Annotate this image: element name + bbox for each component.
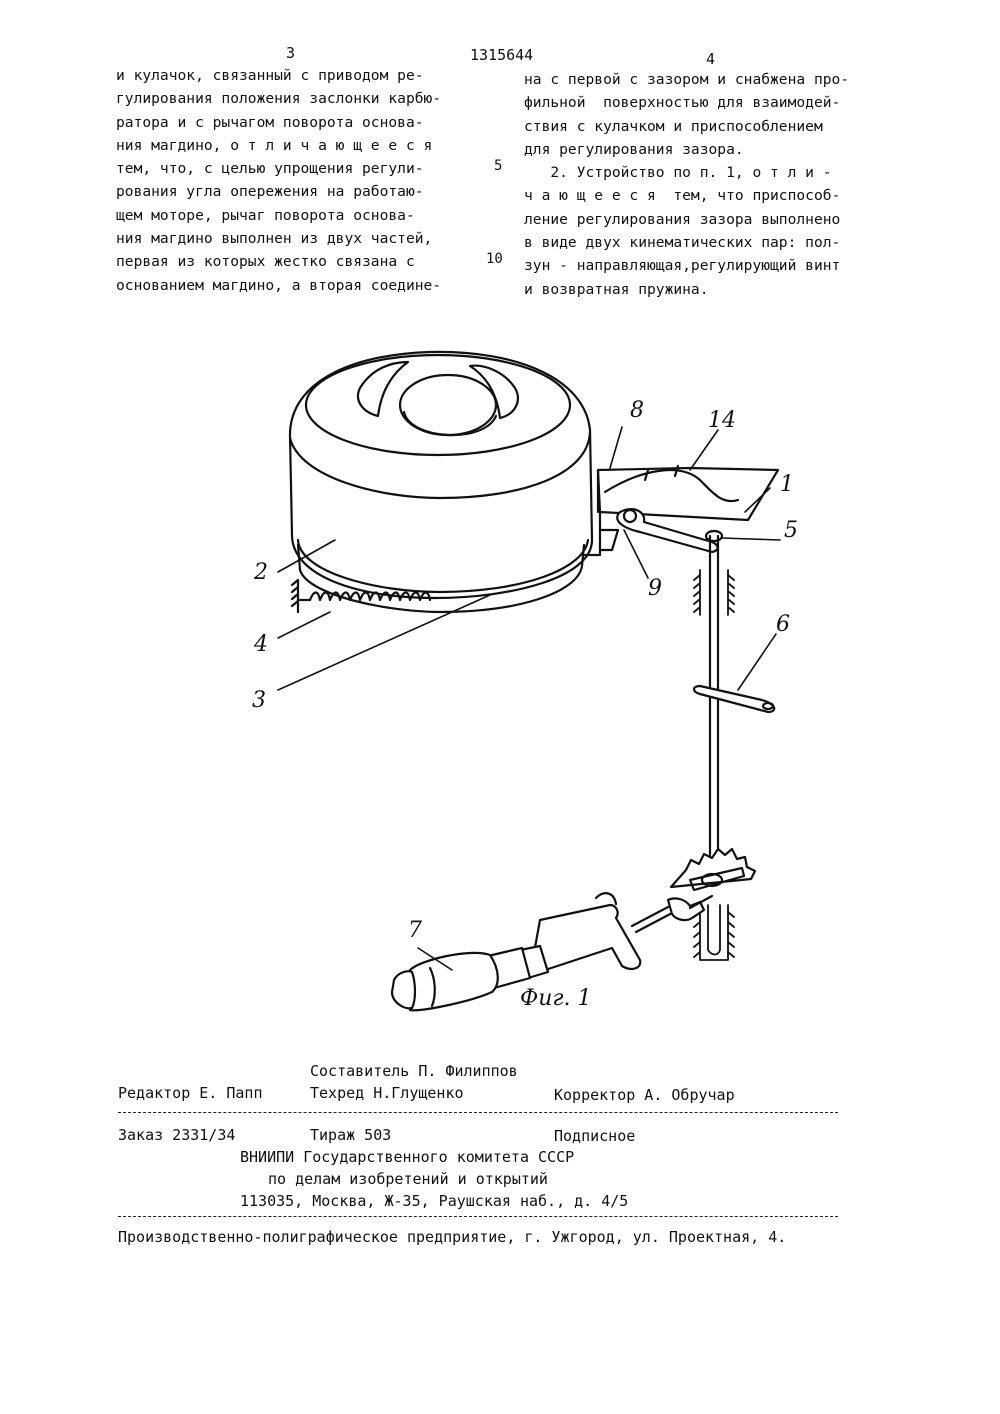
footer-divider-1 — [118, 1112, 838, 1113]
left-page-number: 3 — [286, 44, 296, 62]
label-4: 4 — [254, 632, 268, 657]
label-8: 8 — [630, 398, 644, 423]
label-2: 2 — [254, 560, 268, 585]
left-col-line: основанием магдино, а вторая соедине- — [116, 276, 442, 294]
label-5: 5 — [784, 518, 798, 543]
label-14: 14 — [708, 408, 736, 433]
right-col-line: в виде двух кинематических пар: пол- — [524, 234, 841, 252]
label-9: 9 — [648, 576, 662, 601]
left-col-line: щем моторе, рычаг поворота основа- — [116, 206, 415, 224]
left-col-line: гулирования положения заслонки карбю- — [116, 90, 442, 108]
left-col-line: ния магдино, о т л и ч а ю щ е е с я — [116, 136, 433, 154]
right-col-line: ствия с кулачком и приспособлением — [524, 117, 823, 135]
right-col-line: ление регулирования зазора выполнено — [524, 210, 841, 228]
label-6: 6 — [776, 612, 790, 637]
right-col-line: 2. Устройство по п. 1, о т л и - — [524, 164, 832, 182]
order-line: Заказ 2331/34 — [118, 1126, 236, 1144]
circulation-line: Тираж 503 — [310, 1126, 392, 1144]
right-col-line: на с первой с зазором и снабжена про- — [524, 71, 850, 88]
gear — [671, 849, 755, 890]
compiler-line: Составитель П. Филиппов — [310, 1062, 518, 1080]
label-7: 7 — [408, 918, 422, 943]
control-handle — [392, 893, 640, 1010]
left-col-line: ния магдино выполнен из двух частей, — [116, 230, 433, 248]
org-line-1: ВНИИПИ Государственного комитета СССР — [240, 1148, 575, 1166]
printer-line: Производственно-полиграфическое предприятие, г. Ужгород, ул. Проектная, 4. — [118, 1228, 787, 1246]
left-col-line: ратора и с рычагом поворота основа- — [116, 113, 424, 131]
right-col-line: ч а ю щ е е с я тем, что приспособ- — [524, 187, 841, 205]
lever-6 — [694, 686, 774, 712]
line-number-10: 10 — [486, 251, 503, 267]
guide-hatches — [694, 570, 734, 615]
techred-line: Техред Н.Глущенко — [310, 1084, 464, 1102]
editor-line: Редактор Е. Папп — [118, 1084, 263, 1102]
right-col-line: зун - направляющая,регулирующий винт — [524, 257, 841, 275]
magneto-body — [290, 352, 592, 612]
line-number-5: 5 — [494, 158, 503, 174]
right-page-number: 4 — [706, 50, 716, 68]
left-col-line: рования угла опережения на работаю- — [116, 183, 424, 201]
org-line-2: по делам изобретений и открытий — [268, 1170, 548, 1188]
corrector-line: Корректор А. Обручар — [554, 1086, 735, 1104]
patent-number: 1315644 — [470, 46, 534, 64]
figure-caption: Фиг. 1 — [520, 986, 592, 1011]
right-col-line: для регулирования зазора. — [524, 140, 744, 158]
right-col-line: и возвратная пружина. — [524, 280, 709, 298]
left-col-line: тем, что, с целью упрощения регули- — [116, 160, 424, 178]
footer-divider-2 — [118, 1216, 838, 1217]
label-3: 3 — [252, 688, 266, 713]
left-col-line: первая из которых жестко связана с — [116, 253, 415, 271]
right-col-line: фильной поверхностью для взаимодей- — [524, 94, 841, 112]
label-1: 1 — [780, 472, 794, 497]
address-line: 113035, Москва, Ж-35, Раушская наб., д. 4/5 — [240, 1192, 629, 1210]
cam-lever — [617, 509, 722, 860]
left-col-line: и кулачок, связанный с приводом ре- — [116, 67, 424, 84]
subscription-line: Подписное — [554, 1127, 636, 1145]
